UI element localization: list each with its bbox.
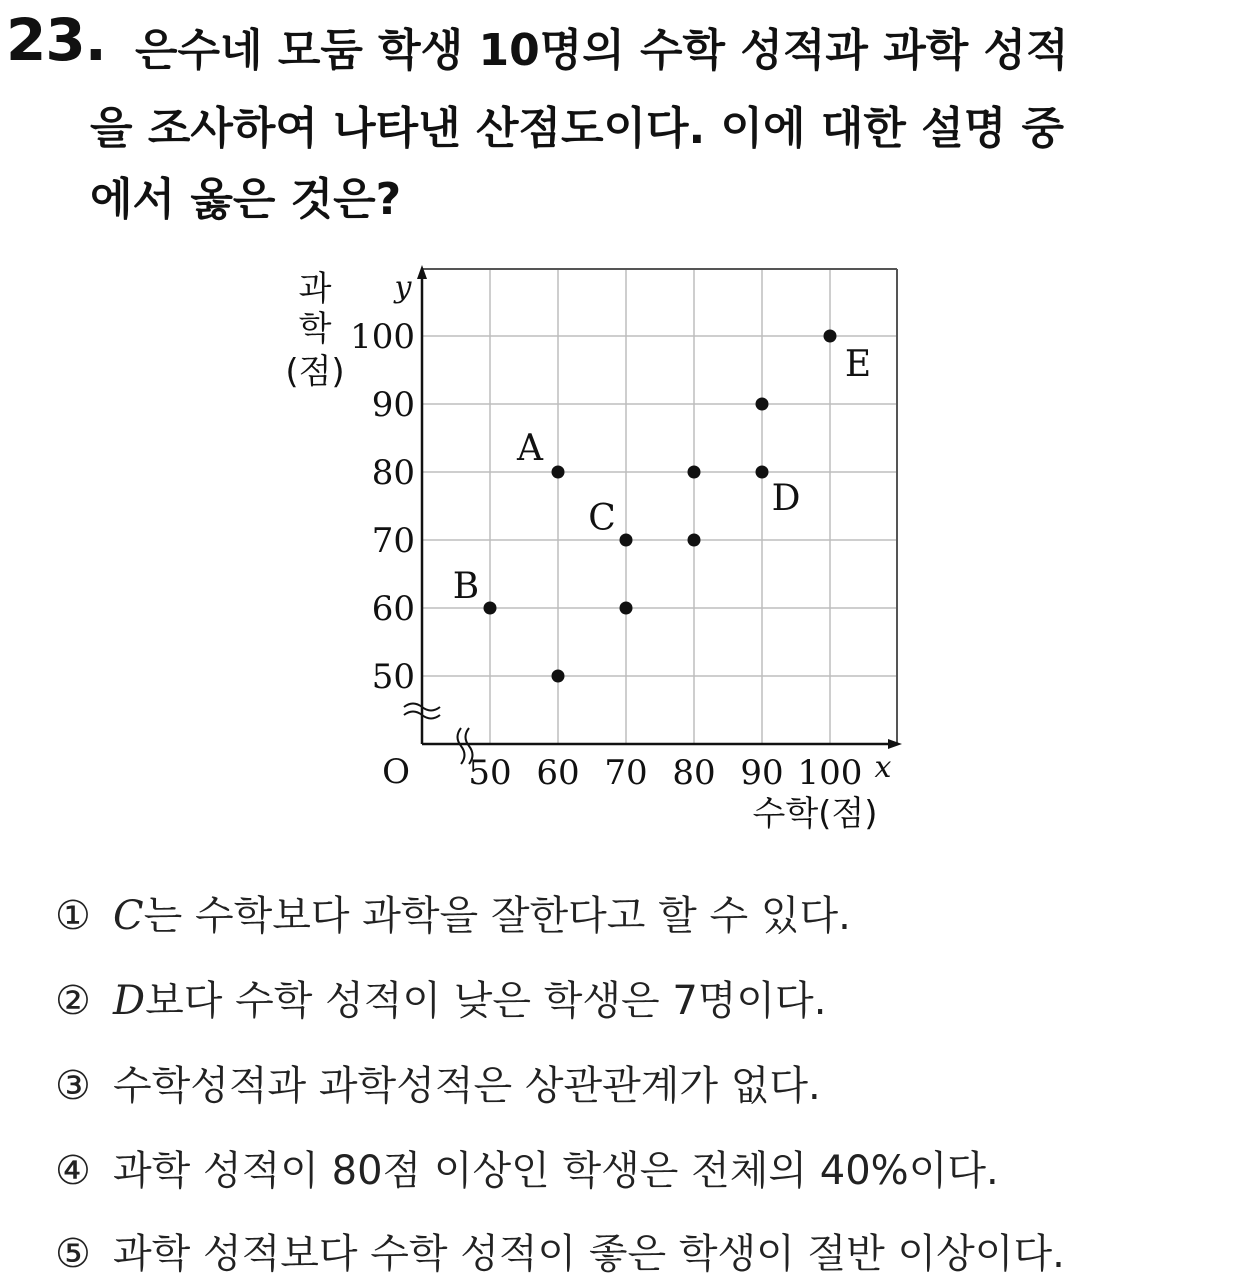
tick-labels — [350, 317, 862, 793]
data-point — [824, 330, 837, 343]
point-label: D — [771, 478, 801, 519]
x-tick-label: 50 — [468, 753, 512, 793]
x-axis-arrow — [888, 739, 902, 749]
data-point — [756, 398, 769, 411]
choice-2[interactable] — [55, 969, 826, 1026]
choice-2-var: D — [113, 978, 146, 1024]
choice-1-mark: ① — [55, 893, 91, 939]
data-point — [552, 670, 565, 683]
choice-2-mark: ② — [55, 978, 91, 1024]
data-point — [552, 466, 565, 479]
y-tick-label: 50 — [371, 657, 415, 697]
choice-4-text: 과학 성적이 80점 이상인 학생은 전체의 40%이다. — [113, 1148, 999, 1194]
choice-1-text: 는 수학보다 과학을 잘한다고 할 수 있다. — [143, 893, 851, 939]
y-axis-arrow — [417, 265, 427, 279]
question-line-1: 은수네 모둠 학생 10명의 수학 성적과 과학 성적 — [135, 25, 1069, 76]
scatter-plot — [270, 255, 920, 855]
y-tick-label: 60 — [371, 589, 415, 629]
choice-5[interactable] — [55, 1222, 1065, 1279]
point-label: E — [844, 344, 872, 385]
data-point — [688, 466, 701, 479]
y-tick-label: 90 — [371, 385, 415, 425]
choice-4-mark: ④ — [55, 1148, 91, 1194]
choice-1[interactable] — [55, 884, 851, 941]
x-tick-label: 80 — [672, 753, 716, 793]
data-point — [688, 534, 701, 547]
y-axis-label-2: 학 — [298, 309, 332, 349]
x-axis-label: 수학(점) — [752, 794, 878, 834]
y-tick-label: 100 — [350, 317, 415, 357]
data-point — [620, 534, 633, 547]
y-tick-label: 70 — [371, 521, 415, 561]
x-tick-label: 100 — [797, 753, 863, 793]
x-break-wave — [458, 728, 465, 764]
choice-5-mark: ⑤ — [55, 1231, 91, 1277]
question-line-3: 에서 옳은 것은? — [90, 174, 402, 225]
x-tick-label: 70 — [604, 753, 648, 793]
point-label: C — [588, 498, 616, 539]
x-tick-label: 90 — [740, 753, 784, 793]
origin-label: O — [382, 752, 410, 792]
y-axis-label-3: (점) — [285, 352, 345, 392]
choice-3[interactable] — [55, 1054, 821, 1111]
data-points — [453, 330, 871, 683]
point-label: B — [452, 566, 480, 607]
question-number: 23. — [6, 6, 106, 74]
choice-5-text: 과학 성적보다 수학 성적이 좋은 학생이 절반 이상이다. — [113, 1231, 1065, 1277]
data-point — [756, 466, 769, 479]
question-line-2: 을 조사하여 나타낸 산점도이다. 이에 대한 설명 중 — [90, 103, 1065, 154]
x-tick-label: 60 — [536, 753, 580, 793]
choice-3-text: 수학성적과 과학성적은 상관관계가 없다. — [113, 1063, 821, 1109]
axis-break-marks — [404, 704, 473, 765]
choice-3-mark: ③ — [55, 1063, 91, 1109]
x-axis-symbol: x — [874, 750, 892, 785]
choice-1-var: C — [113, 893, 144, 939]
data-point — [484, 602, 497, 615]
choice-4[interactable] — [55, 1139, 999, 1196]
data-point — [620, 602, 633, 615]
y-axis-symbol: y — [394, 270, 412, 305]
y-tick-label: 80 — [371, 453, 415, 493]
y-axis-label-1: 과 — [298, 269, 332, 309]
point-label: A — [517, 428, 543, 469]
choice-2-text: 보다 수학 성적이 낮은 학생은 7명이다. — [145, 978, 827, 1024]
